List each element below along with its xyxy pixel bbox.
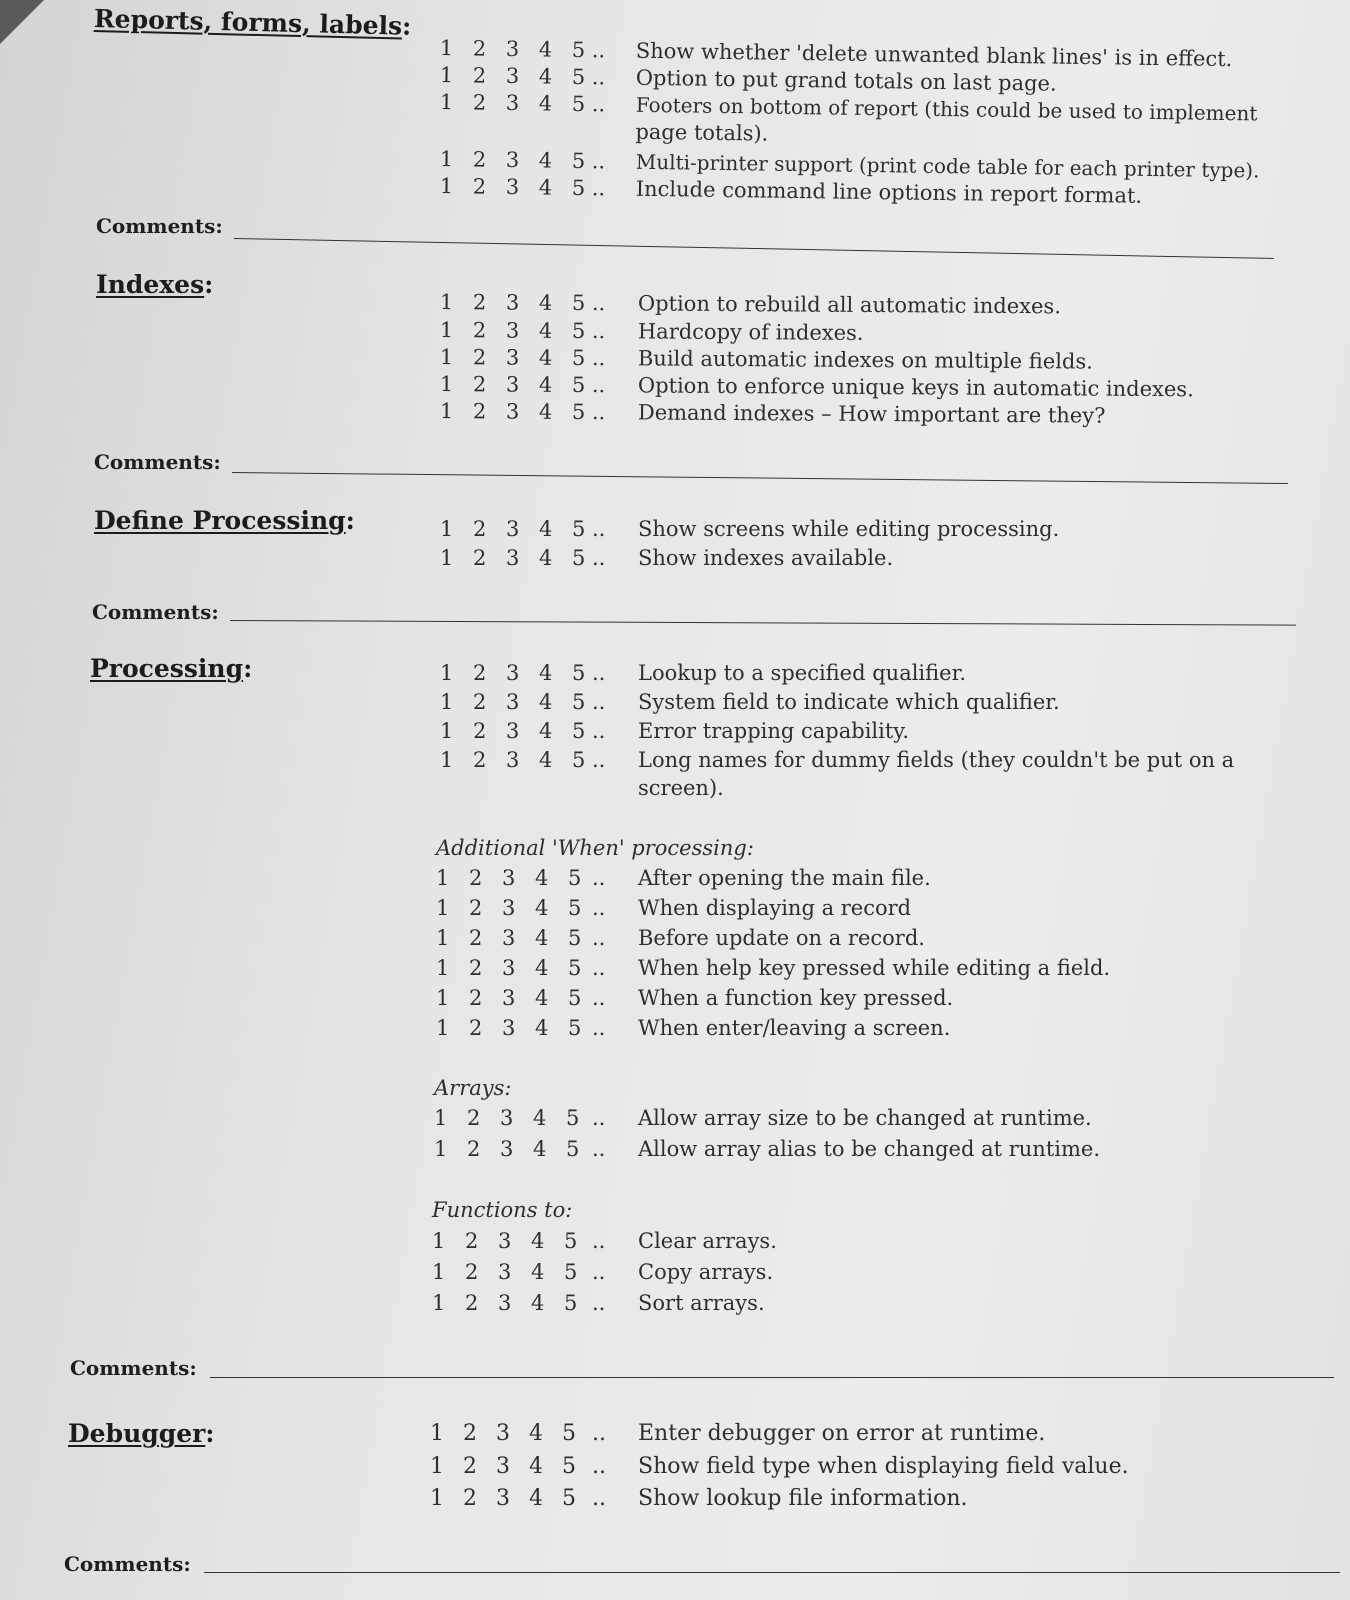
item-text: Before update on a record. [638, 926, 925, 950]
rating-4[interactable]: 4 [538, 290, 553, 315]
rating-scale [430, 1454, 595, 1479]
rating-1[interactable]: 1 [439, 63, 454, 88]
rating-scale [440, 174, 605, 200]
rating-4[interactable]: 4 [529, 1486, 543, 1511]
rating-scale [440, 372, 605, 397]
rating-3[interactable]: 3 [505, 36, 520, 62]
rating-3[interactable]: 3 [498, 1229, 512, 1253]
item-text: Hardcopy of indexes. [637, 319, 864, 345]
rating-3[interactable]: 3 [498, 1291, 512, 1315]
list-item [0, 1229, 1350, 1257]
rating-1[interactable]: 1 [436, 1016, 450, 1040]
rating-scale [434, 1137, 599, 1161]
rating-4[interactable]: 4 [533, 1137, 547, 1161]
rating-1[interactable]: 1 [434, 1106, 448, 1130]
leader-dots: .. [591, 373, 606, 398]
rating-2[interactable]: 2 [469, 866, 483, 890]
item-text: Build automatic indexes on multiple fields. [637, 346, 1093, 374]
rating-scale [440, 719, 605, 743]
rating-2[interactable]: 2 [472, 174, 487, 199]
heading-text: Processing [90, 654, 244, 683]
section-heading-reports: Reports, forms, labels: [93, 4, 412, 41]
rating-5[interactable]: 5 [571, 175, 586, 201]
item-text: Multi-printer support (print code table for each printer type). [635, 149, 1260, 183]
rating-5[interactable]: 5 [572, 661, 586, 685]
leader-dots: .. [591, 65, 606, 90]
rating-1[interactable]: 1 [439, 345, 454, 370]
rating-2[interactable]: 2 [473, 690, 487, 714]
section-heading-indexes: Indexes: [96, 270, 214, 299]
rating-3[interactable]: 3 [502, 956, 516, 980]
rating-2[interactable]: 2 [472, 345, 487, 370]
list-item [0, 1454, 1350, 1482]
leader-dots: .. [591, 176, 606, 201]
list-item [0, 1016, 1350, 1044]
rating-scale [436, 1016, 601, 1040]
list-item [0, 1486, 1350, 1514]
section-heading-processing: Processing: [90, 654, 253, 683]
leader-dots: .. [591, 149, 606, 174]
rating-3[interactable]: 3 [502, 986, 516, 1010]
leader-dots: .. [592, 546, 606, 570]
rating-5[interactable]: 5 [571, 91, 586, 117]
rating-1[interactable]: 1 [439, 36, 454, 61]
item-text: Option to enforce unique keys in automatic indexes. [637, 373, 1194, 402]
rating-3[interactable]: 3 [505, 399, 520, 424]
rating-3[interactable]: 3 [506, 748, 520, 772]
list-item [0, 748, 1350, 800]
rating-scale [436, 986, 601, 1010]
rating-2[interactable]: 2 [472, 372, 487, 397]
item-text: Sort arrays. [638, 1291, 765, 1315]
leader-dots: .. [592, 1229, 606, 1253]
rating-1[interactable]: 1 [440, 546, 454, 570]
rating-3[interactable]: 3 [506, 517, 520, 541]
rating-scale [436, 956, 601, 980]
rating-3[interactable]: 3 [496, 1421, 510, 1446]
rating-3[interactable]: 3 [502, 926, 516, 950]
rating-1[interactable]: 1 [440, 748, 454, 772]
rating-3[interactable]: 3 [502, 1016, 516, 1040]
item-text: When enter/leaving a screen. [638, 1016, 951, 1040]
rating-1[interactable]: 1 [440, 517, 454, 541]
rating-scale [440, 63, 605, 89]
subheading-when: Additional 'When' processing: [436, 836, 754, 860]
rating-scale [440, 399, 605, 424]
rating-scale [440, 36, 605, 62]
rating-3[interactable]: 3 [496, 1454, 510, 1479]
rating-scale [440, 748, 605, 772]
list-item [0, 1421, 1350, 1449]
leader-dots: .. [592, 748, 606, 772]
rating-3[interactable]: 3 [496, 1486, 510, 1511]
comments-label: Comments: [70, 1356, 197, 1380]
rating-4[interactable]: 4 [538, 345, 553, 370]
leader-dots: .. [592, 1291, 606, 1315]
rating-1[interactable]: 1 [436, 986, 450, 1010]
rating-scale [440, 318, 605, 343]
comments-debugger [0, 1552, 1350, 1582]
rating-5[interactable]: 5 [572, 517, 586, 541]
item-text: Clear arrays. [638, 1229, 777, 1253]
rating-3[interactable]: 3 [498, 1260, 512, 1284]
list-item [0, 1291, 1350, 1319]
list-item [0, 661, 1350, 689]
rating-scale [434, 1106, 599, 1130]
rating-scale [430, 1486, 595, 1511]
rating-3[interactable]: 3 [506, 719, 520, 743]
rating-1[interactable]: 1 [436, 956, 450, 980]
leader-dots: .. [592, 1421, 606, 1446]
leader-dots: .. [592, 1106, 606, 1130]
rating-4[interactable]: 4 [535, 956, 549, 980]
rating-2[interactable]: 2 [469, 1016, 483, 1040]
rating-2[interactable]: 2 [463, 1454, 477, 1479]
comments-line[interactable] [230, 620, 1296, 626]
leader-dots: .. [592, 1486, 606, 1511]
comments-processing [0, 1356, 1350, 1386]
rating-4[interactable]: 4 [538, 37, 553, 62]
rating-5[interactable]: 5 [562, 1421, 576, 1446]
leader-dots: .. [592, 1137, 606, 1161]
rating-1[interactable]: 1 [440, 661, 454, 685]
comments-reports [0, 214, 1350, 244]
rating-4[interactable]: 4 [531, 1260, 545, 1284]
list-item [0, 1106, 1350, 1134]
rating-scale [440, 345, 605, 370]
rating-4[interactable]: 4 [538, 372, 553, 397]
rating-2[interactable]: 2 [473, 748, 487, 772]
leader-dots: .. [592, 719, 606, 743]
rating-3[interactable]: 3 [502, 866, 516, 890]
rating-3[interactable]: 3 [505, 174, 520, 200]
rating-5[interactable]: 5 [566, 1106, 580, 1130]
rating-3[interactable]: 3 [505, 345, 520, 370]
rating-1[interactable]: 1 [436, 926, 450, 950]
rating-5[interactable]: 5 [564, 1229, 578, 1253]
rating-1[interactable]: 1 [430, 1486, 444, 1511]
rating-scale [436, 926, 601, 950]
rating-4[interactable]: 4 [538, 318, 553, 343]
item-text: Show screens while editing processing. [638, 517, 1060, 541]
rating-1[interactable]: 1 [440, 719, 454, 743]
rating-2[interactable]: 2 [469, 986, 483, 1010]
rating-4[interactable]: 4 [529, 1454, 543, 1479]
rating-1[interactable]: 1 [432, 1260, 446, 1284]
comments-line[interactable] [204, 1572, 1340, 1573]
rating-4[interactable]: 4 [529, 1421, 543, 1446]
rating-2[interactable]: 2 [473, 719, 487, 743]
leader-dots: .. [592, 1260, 606, 1284]
item-text: Show whether 'delete unwanted blank lines' is in effect. [635, 38, 1233, 72]
rating-4[interactable]: 4 [539, 517, 553, 541]
list-item [0, 517, 1350, 545]
rating-scale [432, 1291, 597, 1315]
rating-2[interactable]: 2 [472, 90, 487, 115]
rating-3[interactable]: 3 [505, 90, 520, 116]
rating-1[interactable]: 1 [432, 1229, 446, 1253]
rating-3[interactable]: 3 [505, 63, 520, 89]
rating-5[interactable]: 5 [571, 290, 586, 316]
rating-5[interactable]: 5 [568, 866, 582, 890]
item-text: Lookup to a specified qualifier. [638, 661, 966, 685]
rating-2[interactable]: 2 [463, 1421, 477, 1446]
item-text: Error trapping capability. [638, 719, 910, 743]
rating-2[interactable]: 2 [463, 1486, 477, 1511]
rating-5[interactable]: 5 [571, 148, 586, 174]
rating-scale [432, 1260, 597, 1284]
rating-4[interactable]: 4 [539, 719, 553, 743]
item-text: After opening the main file. [638, 866, 931, 890]
leader-dots: .. [591, 346, 606, 371]
comments-line[interactable] [234, 238, 1274, 259]
rating-2[interactable]: 2 [469, 956, 483, 980]
rating-2[interactable]: 2 [469, 896, 483, 920]
item-text: Option to put grand totals on last page. [635, 65, 1057, 96]
item-text: Show field type when displaying field value. [638, 1454, 1129, 1479]
rating-5[interactable]: 5 [564, 1260, 578, 1284]
rating-2[interactable]: 2 [473, 661, 487, 685]
rating-5[interactable]: 5 [568, 896, 582, 920]
section-heading-define-processing: Define Processing: [94, 506, 355, 535]
rating-3[interactable]: 3 [505, 372, 520, 397]
rating-3[interactable]: 3 [505, 290, 520, 315]
rating-3[interactable]: 3 [502, 896, 516, 920]
rating-5[interactable]: 5 [571, 37, 586, 63]
rating-3[interactable]: 3 [506, 690, 520, 714]
rating-5[interactable]: 5 [562, 1454, 576, 1479]
comments-define-processing [0, 600, 1350, 630]
rating-1[interactable]: 1 [439, 90, 454, 115]
rating-3[interactable]: 3 [505, 147, 520, 173]
list-item [0, 1260, 1350, 1288]
rating-1[interactable]: 1 [439, 147, 454, 172]
rating-3[interactable]: 3 [500, 1106, 514, 1130]
rating-2[interactable]: 2 [467, 1137, 481, 1161]
list-item [0, 546, 1350, 574]
leader-dots: .. [592, 896, 606, 920]
rating-2[interactable]: 2 [472, 147, 487, 172]
rating-2[interactable]: 2 [469, 926, 483, 950]
list-item [0, 926, 1350, 954]
item-text: Include command line options in report format. [635, 176, 1143, 208]
rating-4[interactable]: 4 [539, 546, 553, 570]
item-text: System field to indicate which qualifier. [638, 690, 1060, 714]
comments-indexes [0, 450, 1350, 480]
subheading-functions: Functions to: [432, 1198, 573, 1222]
rating-1[interactable]: 1 [439, 290, 454, 315]
leader-dots: .. [592, 517, 606, 541]
rating-4[interactable]: 4 [539, 661, 553, 685]
rating-1[interactable]: 1 [439, 399, 454, 424]
rating-5[interactable]: 5 [571, 345, 586, 371]
rating-1[interactable]: 1 [439, 174, 454, 199]
rating-4[interactable]: 4 [538, 399, 553, 424]
rating-4[interactable]: 4 [538, 64, 553, 89]
item-text: Show lookup file information. [638, 1486, 968, 1511]
rating-5[interactable]: 5 [571, 64, 586, 90]
rating-4[interactable]: 4 [535, 1016, 549, 1040]
rating-4[interactable]: 4 [539, 748, 553, 772]
item-text: Show indexes available. [638, 546, 894, 570]
leader-dots: .. [591, 92, 606, 117]
item-text: Allow array size to be changed at runtime. [638, 1106, 1092, 1130]
section-heading-debugger: Debugger: [68, 1419, 215, 1448]
list-item [0, 1137, 1350, 1165]
leader-dots: .. [592, 1016, 606, 1040]
rating-1[interactable]: 1 [432, 1291, 446, 1315]
comments-label: Comments: [92, 600, 219, 624]
item-text: Enter debugger on error at runtime. [638, 1421, 1046, 1446]
item-text: When help key pressed while editing a field. [638, 956, 1111, 980]
leader-dots: .. [591, 291, 606, 316]
heading-text: Debugger [68, 1419, 206, 1448]
rating-scale [440, 90, 605, 116]
item-text: When displaying a record [638, 896, 912, 920]
heading-text: Indexes [96, 270, 205, 299]
rating-2[interactable]: 2 [465, 1229, 479, 1253]
rating-5[interactable]: 5 [562, 1486, 576, 1511]
leader-dots: .. [592, 690, 606, 714]
item-text: When a function key pressed. [638, 986, 954, 1010]
rating-4[interactable]: 4 [531, 1229, 545, 1253]
list-item [0, 956, 1350, 984]
rating-4[interactable]: 4 [538, 91, 553, 116]
rating-4[interactable]: 4 [539, 690, 553, 714]
list-item [0, 986, 1350, 1014]
rating-5[interactable]: 5 [568, 1016, 582, 1040]
rating-4[interactable]: 4 [535, 986, 549, 1010]
rating-3[interactable]: 3 [506, 546, 520, 570]
rating-4[interactable]: 4 [535, 866, 549, 890]
leader-dots: .. [591, 38, 606, 63]
rating-2[interactable]: 2 [465, 1291, 479, 1315]
leader-dots: .. [592, 926, 606, 950]
leader-dots: .. [591, 319, 606, 344]
rating-scale [440, 147, 605, 173]
rating-5[interactable]: 5 [566, 1137, 580, 1161]
rating-scale [432, 1229, 597, 1253]
rating-1[interactable]: 1 [440, 690, 454, 714]
rating-scale [440, 690, 605, 714]
rating-2[interactable]: 2 [473, 546, 487, 570]
rating-5[interactable]: 5 [568, 956, 582, 980]
leader-dots: .. [592, 986, 606, 1010]
rating-2[interactable]: 2 [473, 517, 487, 541]
leader-dots: .. [592, 1454, 606, 1479]
item-text: Long names for dummy fields (they couldn't be put on a [638, 748, 1235, 772]
rating-scale [440, 661, 605, 685]
rating-1[interactable]: 1 [439, 318, 454, 343]
rating-scale [436, 896, 601, 920]
rating-scale [430, 1421, 595, 1446]
rating-2[interactable]: 2 [465, 1260, 479, 1284]
rating-scale [440, 517, 605, 541]
rating-2[interactable]: 2 [472, 318, 487, 343]
comments-line[interactable] [232, 472, 1288, 484]
rating-4[interactable]: 4 [531, 1291, 545, 1315]
rating-3[interactable]: 3 [506, 661, 520, 685]
leader-dots: .. [592, 661, 606, 685]
comments-line[interactable] [210, 1377, 1334, 1378]
rating-1[interactable]: 1 [430, 1421, 444, 1446]
list-item [0, 690, 1350, 718]
rating-5[interactable]: 5 [572, 748, 586, 772]
comments-label: Comments: [64, 1552, 191, 1576]
rating-5[interactable]: 5 [571, 318, 586, 344]
rating-scale [440, 546, 605, 570]
rating-3[interactable]: 3 [500, 1137, 514, 1161]
rating-5[interactable]: 5 [568, 986, 582, 1010]
rating-2[interactable]: 2 [467, 1106, 481, 1130]
item-text: Option to rebuild all automatic indexes. [637, 291, 1062, 319]
item-text: Allow array alias to be changed at runtime. [638, 1137, 1100, 1161]
rating-1[interactable]: 1 [430, 1454, 444, 1479]
rating-2[interactable]: 2 [472, 399, 487, 424]
rating-4[interactable]: 4 [538, 148, 553, 173]
rating-3[interactable]: 3 [505, 318, 520, 343]
rating-5[interactable]: 5 [572, 546, 586, 570]
rating-1[interactable]: 1 [436, 896, 450, 920]
heading-text: Reports, forms, labels [93, 4, 403, 41]
item-text-continued: screen). [638, 776, 724, 800]
rating-1[interactable]: 1 [439, 372, 454, 397]
heading-text: Define Processing [94, 506, 346, 535]
rating-4[interactable]: 4 [533, 1106, 547, 1130]
item-text: Footers on bottom of report (this could be used to implement [635, 92, 1258, 126]
comments-label: Comments: [94, 450, 221, 474]
item-text-continued: page totals). [635, 119, 769, 146]
rating-2[interactable]: 2 [472, 36, 487, 61]
leader-dots: .. [592, 956, 606, 980]
rating-5[interactable]: 5 [571, 372, 586, 398]
item-text: Copy arrays. [638, 1260, 774, 1284]
item-text: Demand indexes – How important are they? [637, 400, 1106, 428]
rating-5[interactable]: 5 [571, 399, 586, 425]
rating-4[interactable]: 4 [535, 926, 549, 950]
list-item [0, 896, 1350, 924]
list-item [0, 719, 1350, 747]
rating-scale [436, 866, 601, 890]
rating-5[interactable]: 5 [564, 1291, 578, 1315]
rating-5[interactable]: 5 [572, 719, 586, 743]
comments-label: Comments: [96, 214, 223, 238]
rating-4[interactable]: 4 [538, 175, 553, 200]
rating-1[interactable]: 1 [434, 1137, 448, 1161]
leader-dots: .. [591, 400, 606, 425]
rating-4[interactable]: 4 [535, 896, 549, 920]
leader-dots: .. [592, 866, 606, 890]
rating-5[interactable]: 5 [572, 690, 586, 714]
rating-5[interactable]: 5 [568, 926, 582, 950]
rating-2[interactable]: 2 [472, 290, 487, 315]
rating-2[interactable]: 2 [472, 63, 487, 88]
rating-1[interactable]: 1 [436, 866, 450, 890]
list-item [0, 866, 1350, 894]
subheading-arrays: Arrays: [434, 1076, 512, 1100]
rating-scale [440, 290, 605, 315]
